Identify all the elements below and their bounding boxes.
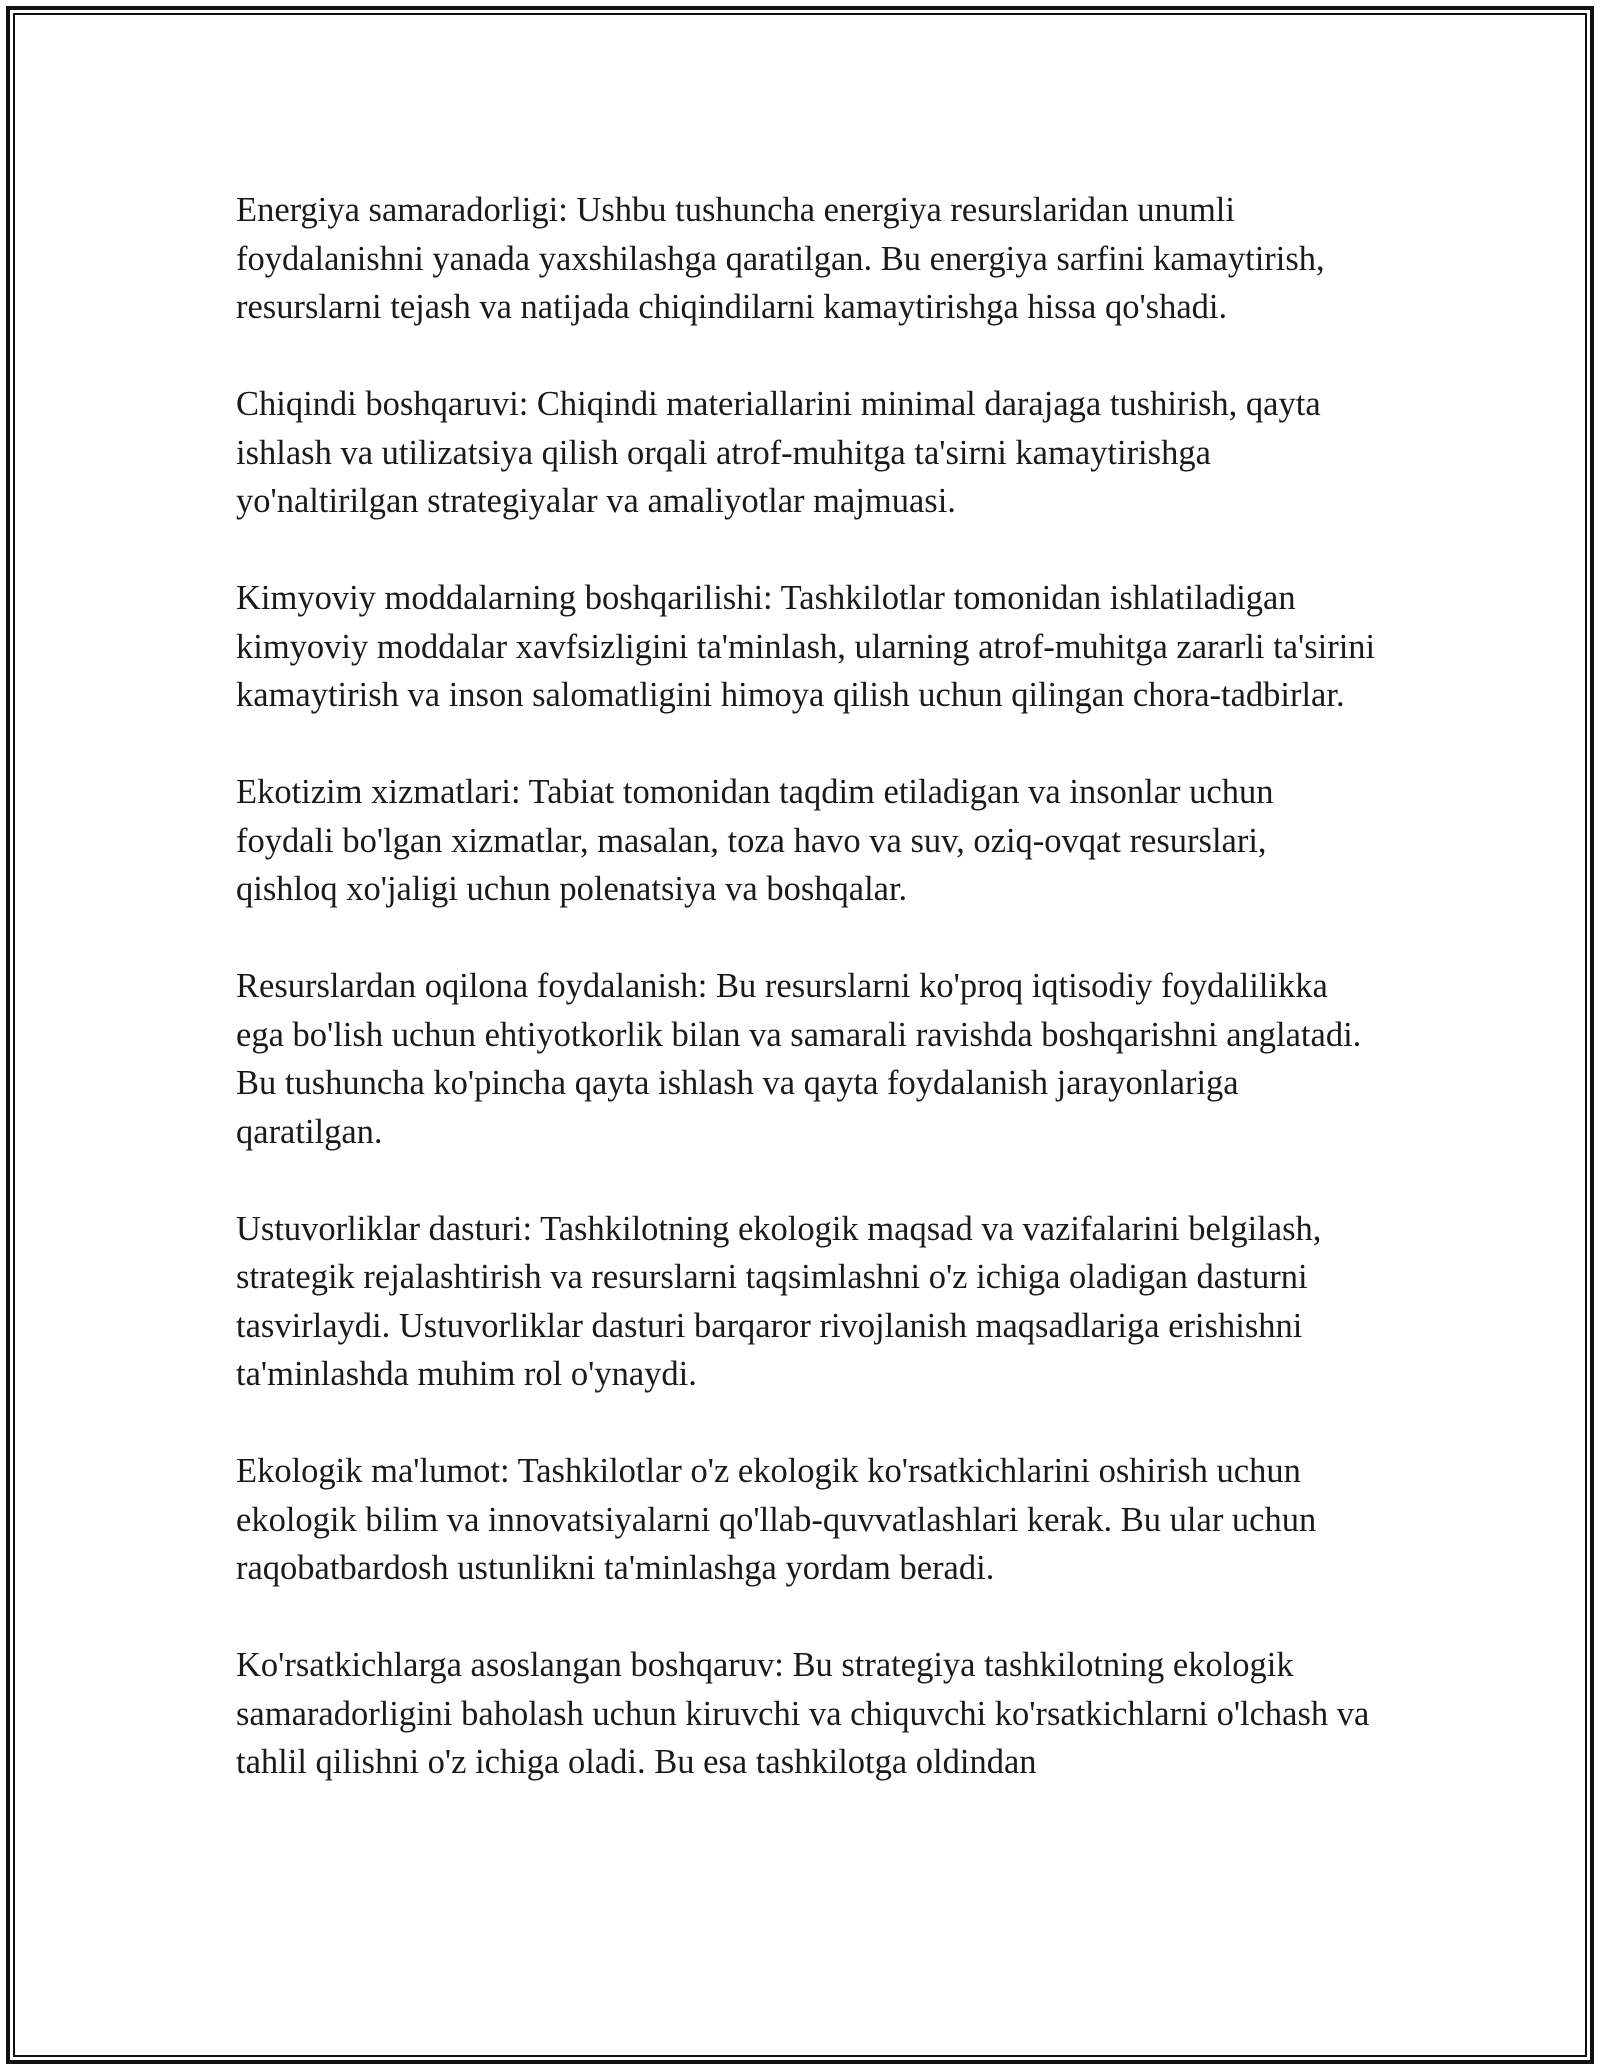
paragraph-ekologik-malumot: Ekologik ma'lumot: Tashkilotlar o'z ekologik ko'rsatkichlarini oshirish uchun ekologik bilim va innovatsiyalarni qo'llab-quvvatlashlari kerak. Bu ular uchun raqobatbardosh ustunlikni ta'minlashga yordam beradi. <box>236 1452 1317 1587</box>
paragraph-kimyoviy-moddalar: Kimyoviy moddalarning boshqarilishi: Tashkilotlar tomonidan ishlatiladigan kimyoviy moddalar xavfsizligini ta'minlash, ularning atrof-muhitga zararli ta'sirini kamaytirish va inson salomatligini himoya qilish uchun qilingan chora-tadbirlar. <box>236 579 1376 714</box>
paragraph-chiqindi-boshqaruvi: Chiqindi boshqaruvi: Chiqindi materiallarini minimal darajaga tushirish, qayta ishlash va utilizatsiya qilish orqali atrof-muhitga ta'sirni kamaytirishga yo'naltirilgan strategiyalar va amaliyotlar majmuasi. <box>236 385 1321 520</box>
paragraph-ustuvorliklar-dasturi: Ustuvorliklar dasturi: Tashkilotning ekologik maqsad va vazifalarini belgilash, strategik rejalashtirish va resurslarni taqsimlashni o'z ichiga oladigan dasturni tasvirlaydi. Ustuvorliklar dasturi barqaror rivojlanish maqsadlariga erishishni ta'minlashda muhim rol o'ynaydi. <box>236 1209 1322 1393</box>
paragraph-resurslardan-foydalanish: Resurslardan oqilona foydalanish: Bu resurslarni ko'proq iqtisodiy foydalilikka ega bo'lish uchun ehtiyotkorlik bilan va samarali ravishda boshqarishni anglatadi. Bu tushuncha ko'pincha qayta ishlash va qayta foydalanish jarayonlariga qaratilgan. <box>236 967 1362 1151</box>
document-body <box>236 186 1376 1787</box>
paragraph-ekotizim-xizmatlari: Ekotizim xizmatlari: Tabiat tomonidan taqdim etiladigan va insonlar uchun foydali bo'lgan xizmatlar, masalan, toza havo va suv, oziq-ovqat resurslari, qishloq xo'jaligi uchun polenatsiya va boshqalar. <box>236 773 1274 908</box>
paragraph-energiya-samaradorligi: Energiya samaradorligi: Ushbu tushuncha energiya resurslaridan unumli foydalanishni yanada yaxshilashga qaratilgan. Bu energiya sarfini kamaytirish, resurslarni tejash va natijada chiqindilarni kamaytirishga hissa qo'shadi. <box>236 191 1325 326</box>
paragraph-korsatkichlarga-asoslangan: Ko'rsatkichlarga asoslangan boshqaruv: Bu strategiya tashkilotning ekologik samaradorligini baholash uchun kiruvchi va chiquvchi ko'rsatkichlarni o'lchash va tahlil qilishni o'z ichiga oladi. Bu esa tashkilotga oldindan <box>236 1646 1370 1781</box>
